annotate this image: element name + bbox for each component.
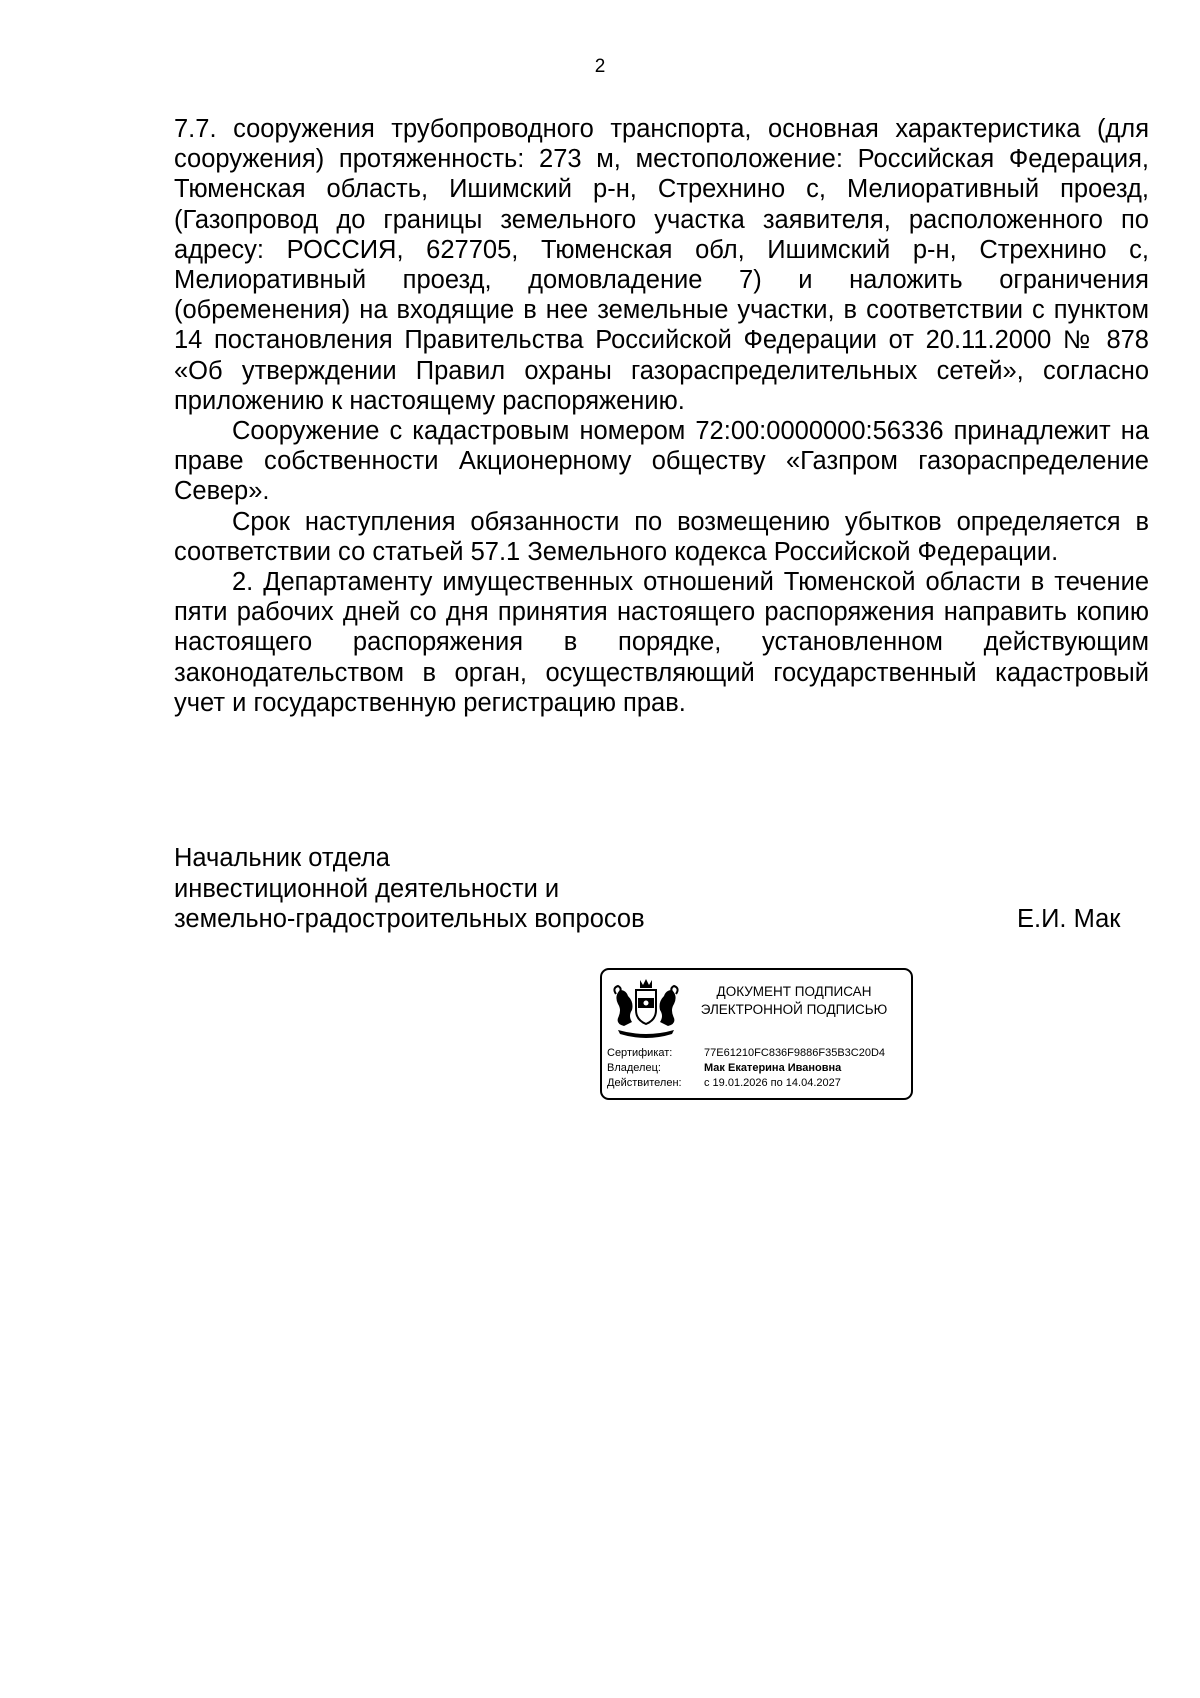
stamp-certificate-row <box>607 1046 885 1060</box>
paragraph-compensation: Срок наступления обязанности по возмещению убытков определяется в соответствии со статьей 57.1 Земельного кодекса Российской Федерации. <box>174 507 1149 566</box>
stamp-title <box>682 983 906 1019</box>
signer-name: Е.И. Мак <box>1017 905 1121 933</box>
stamp-title-line: ДОКУМЕНТ ПОДПИСАН <box>716 984 872 999</box>
signer-position-line: инвестиционной деятельности и <box>174 874 560 903</box>
paragraph-ownership: Сооружение с кадастровым номером 72:00:0000000:56336 принадлежит на праве собственности Акционерному обществу «Газпром газораспределение Север». <box>174 417 1149 506</box>
signer-position-line: земельно-градостроительных вопросов <box>174 905 645 933</box>
signer-position-line: Начальник отдела <box>174 844 390 872</box>
page-number: 2 <box>594 56 606 77</box>
document-body <box>174 114 1149 718</box>
stamp-title-line: ЭЛЕКТРОННОЙ ПОДПИСЬЮ <box>700 1002 888 1017</box>
owner-label: Владелец: <box>607 1062 661 1074</box>
validity-value: с 19.01.2026 по 14.04.2027 <box>704 1077 841 1089</box>
certificate-label: Сертификат: <box>607 1047 673 1059</box>
stamp-owner-row <box>607 1061 841 1075</box>
coat-of-arms-icon <box>610 976 682 1040</box>
stamp-validity-row <box>607 1076 841 1090</box>
validity-label: Действителен: <box>607 1077 682 1089</box>
electronic-signature-stamp <box>600 968 913 1100</box>
paragraph-item-7-7: 7.7. сооружения трубопроводного транспорта, основная характеристика (для сооружения) протяженность: 273 м, местоположение: Российская Федерация, Тюменская область, Ишимский р-н, Стрехнино с, Мелиоративный проезд, (Газопровод до границы земельного участка заявителя, расположенного по адресу: РОССИЯ, 627705, Тюменская обл, Ишимский р-н, Стрехнино с, Мелиоративный проезд, домовладение 7) и наложить ограничения (обременения) на входящие в нее земельные участки, в соответствии с пунктом 14 постановления Правительства Российской Федерации от 20.11.2000 № 878 «Об утверждении Правил охраны газораспределительных сетей», согласно приложению к настоящему распоряжению. <box>174 115 1149 415</box>
owner-value: Мак Екатерина Ивановна <box>704 1062 842 1074</box>
certificate-value: 77E61210FC836F9886F35B3C20D4 <box>704 1047 886 1059</box>
signature-block <box>174 843 1124 935</box>
paragraph-item-2: 2. Департаменту имущественных отношений Тюменской области в течение пяти рабочих дней со дня принятия настоящего распоряжения направить копию настоящего распоряжения в порядке, установленном действующим законодательством в орган, осуществляющий государственный кадастровый учет и государственную регистрацию прав. <box>174 568 1149 717</box>
